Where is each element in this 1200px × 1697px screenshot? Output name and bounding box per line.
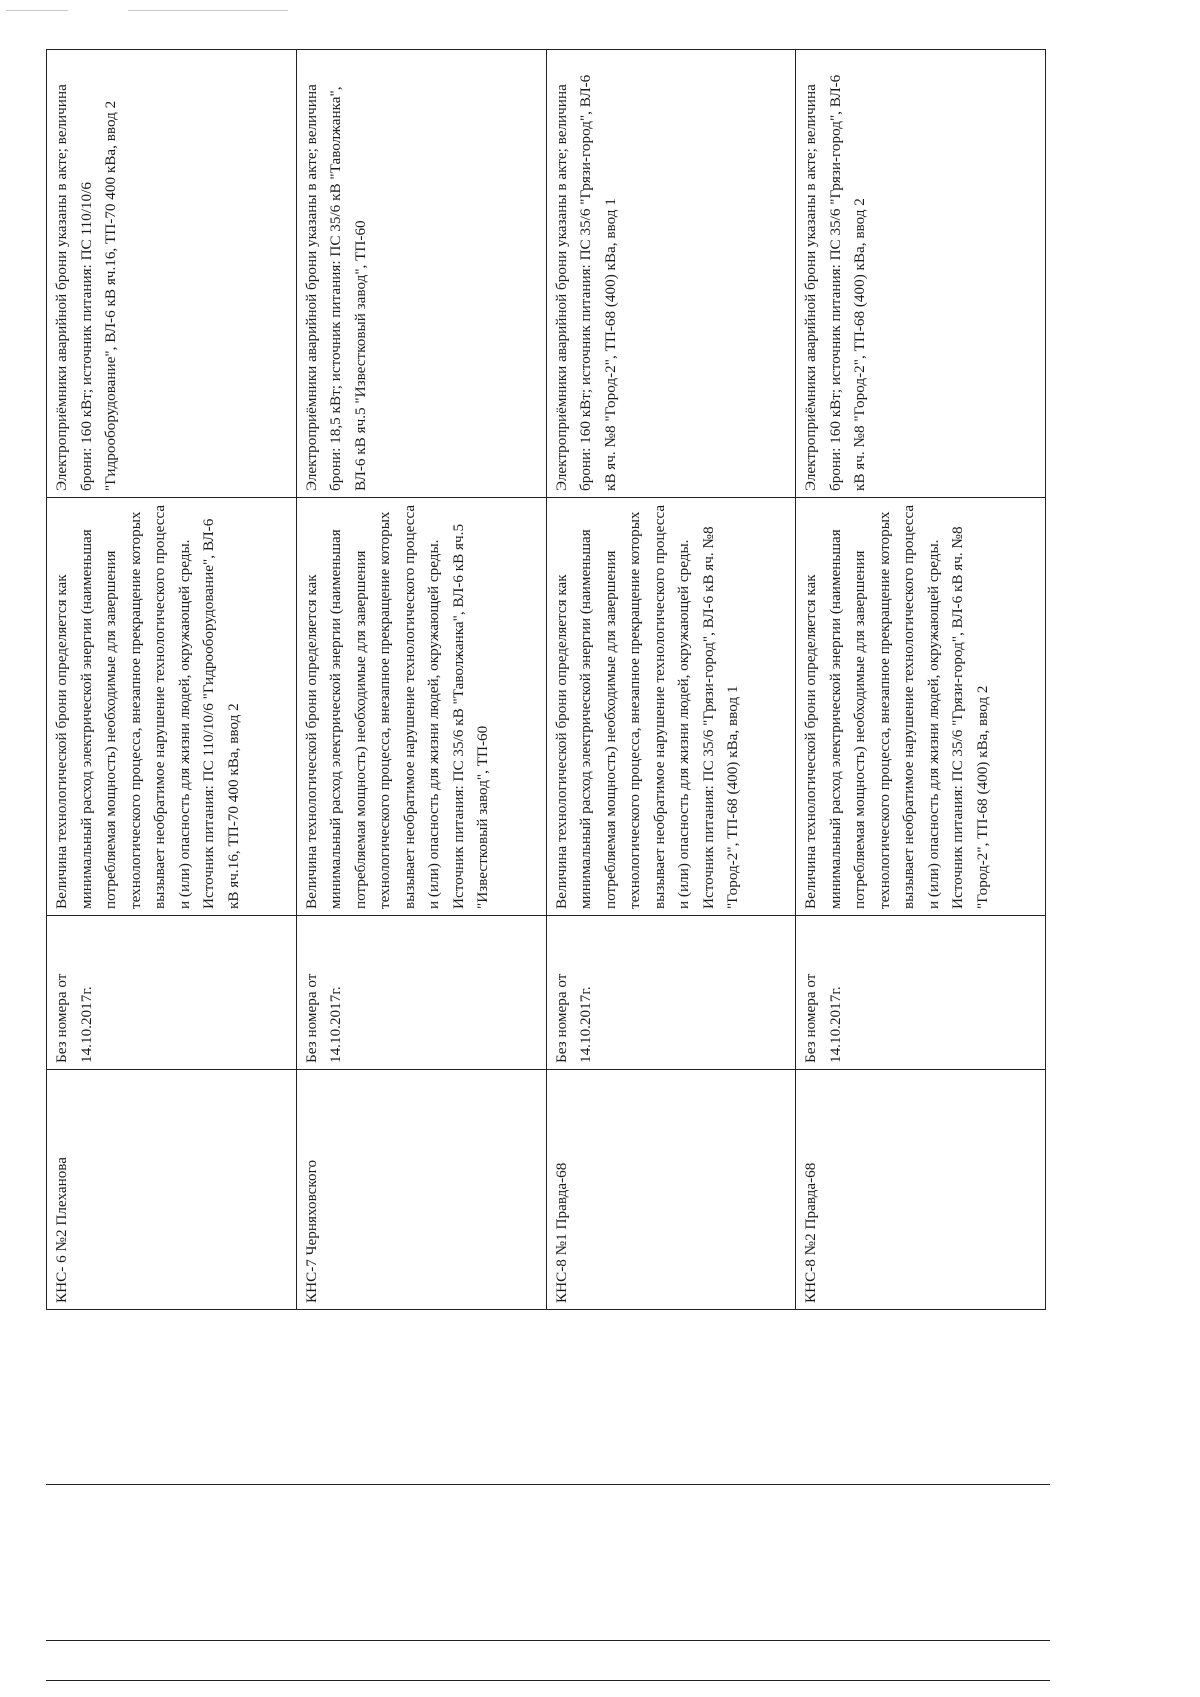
power-reserve-table bbox=[46, 49, 1046, 1310]
table-row bbox=[546, 50, 796, 1310]
document-cell: Без номера от 14.10.2017г. bbox=[546, 916, 796, 1070]
table-row bbox=[796, 50, 1046, 1310]
note-cell: Электроприёмники аварийной брони указаны в акте; величина брони: 160 кВт; источник питания: ПС 35/6 "Грязи-город", ВЛ-6 кВ яч. №8 "Город-2", ТП-68 (400) кВа, ввод 1 bbox=[546, 50, 796, 498]
rotated-table-container bbox=[46, 50, 1046, 1310]
horizontal-rule bbox=[46, 1484, 1050, 1485]
note-cell: Электроприёмники аварийной брони указаны в акте; величина брони: 18,5 кВт; источник питания: ПС 35/6 кВ "Таволжанка", ВЛ-6 кВ яч.5 "Известковый завод", ТП-60 bbox=[296, 50, 546, 498]
document-cell: Без номера от 14.10.2017г. bbox=[296, 916, 546, 1070]
description-cell: Величина технологической брони определяется как минимальный расход электрической энергии (наименьшая потребляемая мощность) необходимые для завершения технологического процесса, внезапное прекращение которых вызывает необратимое нарушение технологического процесса и (или) опасность для жизни людей, окружающей среды. Источник питания: ПС 110/10/6 "Гидрооборудование", ВЛ-6 кВ яч.16, ТП-70 400 кВа, ввод 2 bbox=[47, 498, 297, 916]
document-cell: Без номера от 14.10.2017г. bbox=[47, 916, 297, 1070]
description-cell: Величина технологической брони определяется как минимальный расход электрической энергии (наименьшая потребляемая мощность) необходимые для завершения технологического процесса, внезапное прекращение которых вызывает необратимое нарушение технологического процесса и (или) опасность для жизни людей, окружающей среды. Источник питания: ПС 35/6 кВ "Таволжанка", ВЛ-6 кВ яч.5 "Известковый завод", ТП-60 bbox=[296, 498, 546, 916]
facility-cell: КНС-8 №1 Правда-68 bbox=[546, 1070, 796, 1310]
facility-cell: КНС- 6 №2 Плеханова bbox=[47, 1070, 297, 1310]
scan-mark bbox=[128, 10, 288, 11]
table-row bbox=[47, 50, 297, 1310]
horizontal-rule bbox=[46, 1640, 1050, 1641]
note-cell: Электроприёмники аварийной брони указаны в акте; величина брони: 160 кВт; источник питания: ПС 110/10/6 "Гидрооборудование", ВЛ-6 кВ яч.16, ТП-70 400 кВа, ввод 2 bbox=[47, 50, 297, 498]
horizontal-rule bbox=[46, 1680, 1050, 1681]
note-cell: Электроприёмники аварийной брони указаны в акте; величина брони: 160 кВт; источник питания: ПС 35/6 "Грязи-город", ВЛ-6 кВ яч. №8 "Город-2", ТП-68 (400) кВа, ввод 2 bbox=[796, 50, 1046, 498]
description-cell: Величина технологической брони определяется как минимальный расход электрической энергии (наименьшая потребляемая мощность) необходимые для завершения технологического процесса, внезапное прекращение которых вызывает необратимое нарушение технологического процесса и (или) опасность для жизни людей, окружающей среды. Источник питания: ПС 35/6 "Грязи-город", ВЛ-6 кВ яч. №8 "Город-2", ТП-68 (400) кВа, ввод 2 bbox=[796, 498, 1046, 916]
document-cell: Без номера от 14.10.2017г. bbox=[796, 916, 1046, 1070]
table-row bbox=[296, 50, 546, 1310]
facility-cell: КНС-8 №2 Правда-68 bbox=[796, 1070, 1046, 1310]
description-cell: Величина технологической брони определяется как минимальный расход электрической энергии (наименьшая потребляемая мощность) необходимые для завершения технологического процесса, внезапное прекращение которых вызывает необратимое нарушение технологического процесса и (или) опасность для жизни людей, окружающей среды. Источник питания: ПС 35/6 "Грязи-город", ВЛ-6 кВ яч. №8 "Город-2", ТП-68 (400) кВа, ввод 1 bbox=[546, 498, 796, 916]
facility-cell: КНС-7 Черняховского bbox=[296, 1070, 546, 1310]
scan-mark bbox=[6, 10, 68, 11]
